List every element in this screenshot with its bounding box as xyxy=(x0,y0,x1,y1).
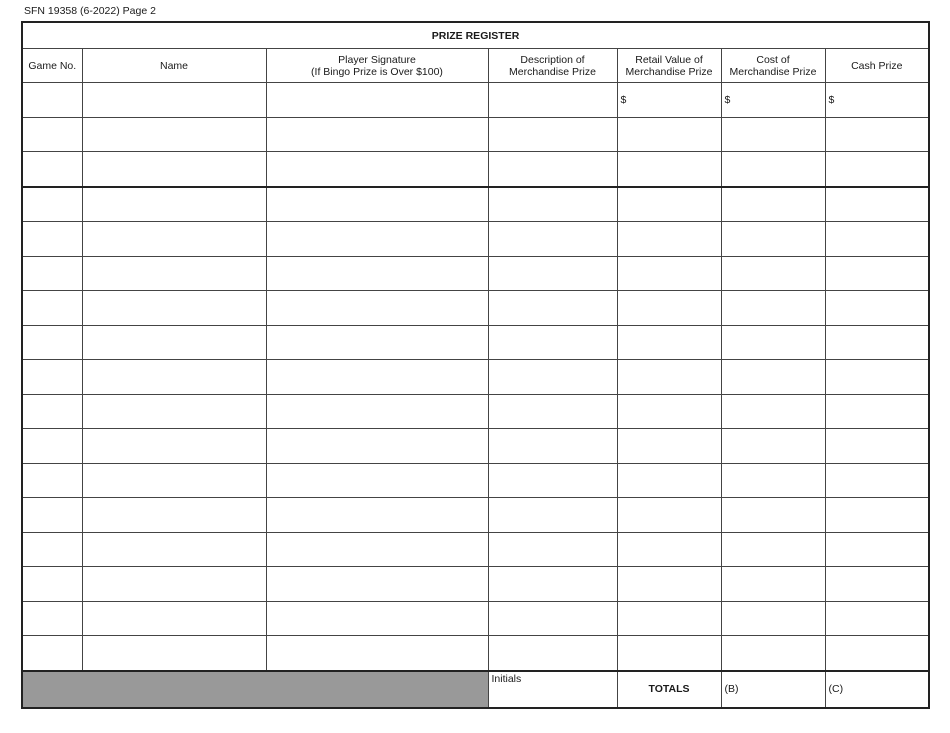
header-retail-value xyxy=(617,49,721,83)
cell-description[interactable] xyxy=(488,117,617,152)
cell-retail-value[interactable] xyxy=(617,187,721,222)
totals-row xyxy=(22,671,929,708)
cell-cash-prize[interactable] xyxy=(825,222,929,257)
cell-cash-prize[interactable] xyxy=(825,394,929,429)
cell-cash-prize[interactable] xyxy=(825,291,929,326)
cell-description[interactable] xyxy=(488,83,617,118)
cell-name[interactable] xyxy=(82,601,266,636)
cell-cash-prize[interactable] xyxy=(825,463,929,498)
cell-description[interactable] xyxy=(488,636,617,671)
cell-game-no[interactable] xyxy=(22,117,82,152)
header-game-no: Game No. xyxy=(22,49,82,83)
cell-retail-value[interactable] xyxy=(617,636,721,671)
cell-cost[interactable]: $ xyxy=(721,83,825,118)
table-row xyxy=(22,187,929,222)
cell-description[interactable] xyxy=(488,325,617,360)
table-row xyxy=(22,463,929,498)
cell-name[interactable] xyxy=(82,222,266,257)
cell-player-signature[interactable] xyxy=(266,117,488,152)
cell-cash-prize[interactable] xyxy=(825,325,929,360)
cell-description[interactable] xyxy=(488,498,617,533)
register-rows xyxy=(22,83,929,671)
table-row xyxy=(22,152,929,187)
header-signature-line1: Player Signature xyxy=(338,53,416,66)
table-row xyxy=(22,532,929,567)
cell-name[interactable] xyxy=(82,256,266,291)
header-player-signature xyxy=(266,49,488,83)
cell-player-signature[interactable] xyxy=(266,601,488,636)
cell-game-no[interactable] xyxy=(22,498,82,533)
cell-name[interactable] xyxy=(82,83,266,118)
cell-cash-prize[interactable] xyxy=(825,567,929,602)
cell-retail-value[interactable] xyxy=(617,601,721,636)
cell-player-signature[interactable] xyxy=(266,463,488,498)
cell-cash-prize[interactable] xyxy=(825,360,929,395)
cell-retail-value[interactable] xyxy=(617,256,721,291)
cell-description[interactable] xyxy=(488,291,617,326)
cell-game-no[interactable] xyxy=(22,83,82,118)
table-row xyxy=(22,360,929,395)
cell-game-no[interactable] xyxy=(22,463,82,498)
cell-game-no[interactable] xyxy=(22,222,82,257)
table-row xyxy=(22,222,929,257)
cell-retail-value[interactable]: $ xyxy=(617,83,721,118)
header-cash-prize: Cash Prize xyxy=(825,49,929,83)
cell-game-no[interactable] xyxy=(22,256,82,291)
cell-game-no[interactable] xyxy=(22,601,82,636)
header-retail-line1: Retail Value of xyxy=(635,53,703,66)
table-row xyxy=(22,291,929,326)
total-b-field[interactable]: (B) xyxy=(721,671,825,708)
cell-name[interactable] xyxy=(82,532,266,567)
table-row xyxy=(22,83,929,118)
cell-cash-prize[interactable] xyxy=(825,256,929,291)
cell-game-no[interactable] xyxy=(22,325,82,360)
table-row xyxy=(22,394,929,429)
cell-description[interactable] xyxy=(488,222,617,257)
cell-description[interactable] xyxy=(488,187,617,222)
cell-cash-prize[interactable] xyxy=(825,498,929,533)
cell-cost[interactable] xyxy=(721,256,825,291)
cell-game-no[interactable] xyxy=(22,532,82,567)
cell-name[interactable] xyxy=(82,117,266,152)
header-signature-line2: (If Bingo Prize is Over $100) xyxy=(311,65,443,78)
cell-cost[interactable] xyxy=(721,636,825,671)
cell-description[interactable] xyxy=(488,429,617,464)
cell-player-signature[interactable] xyxy=(266,83,488,118)
cell-game-no[interactable] xyxy=(22,394,82,429)
cell-player-signature[interactable] xyxy=(266,360,488,395)
cell-retail-value[interactable] xyxy=(617,532,721,567)
table-row xyxy=(22,601,929,636)
total-c-field[interactable]: (C) xyxy=(825,671,929,708)
table-row xyxy=(22,256,929,291)
cell-cash-prize[interactable] xyxy=(825,532,929,567)
cell-retail-value[interactable] xyxy=(617,291,721,326)
table-row xyxy=(22,117,929,152)
cell-player-signature[interactable] xyxy=(266,394,488,429)
cell-name[interactable] xyxy=(82,325,266,360)
cell-game-no[interactable] xyxy=(22,567,82,602)
cell-cost[interactable] xyxy=(721,187,825,222)
header-description xyxy=(488,49,617,83)
cell-game-no[interactable] xyxy=(22,152,82,187)
table-row xyxy=(22,498,929,533)
cell-player-signature[interactable] xyxy=(266,256,488,291)
cell-description[interactable] xyxy=(488,567,617,602)
cell-cost[interactable] xyxy=(721,325,825,360)
cell-cost[interactable] xyxy=(721,152,825,187)
cell-cash-prize[interactable] xyxy=(825,117,929,152)
cell-name[interactable] xyxy=(82,429,266,464)
header-retail-line2: Merchandise Prize xyxy=(625,65,713,78)
cell-player-signature[interactable] xyxy=(266,187,488,222)
cell-cost[interactable] xyxy=(721,532,825,567)
shaded-area xyxy=(22,671,488,708)
cell-cost[interactable] xyxy=(721,394,825,429)
cell-game-no[interactable] xyxy=(22,429,82,464)
cell-cash-prize[interactable] xyxy=(825,636,929,671)
cell-player-signature[interactable] xyxy=(266,567,488,602)
cell-description[interactable] xyxy=(488,360,617,395)
cell-retail-value[interactable] xyxy=(617,222,721,257)
cell-name[interactable] xyxy=(82,291,266,326)
prize-register-table xyxy=(21,21,930,709)
cell-game-no[interactable] xyxy=(22,291,82,326)
header-name: Name xyxy=(82,49,266,83)
cell-cost[interactable] xyxy=(721,429,825,464)
table-title: PRIZE REGISTER xyxy=(22,22,929,49)
cell-cost[interactable] xyxy=(721,222,825,257)
cell-player-signature[interactable] xyxy=(266,429,488,464)
cell-retail-value[interactable] xyxy=(617,325,721,360)
table-row xyxy=(22,325,929,360)
cell-description[interactable] xyxy=(488,152,617,187)
cell-player-signature[interactable] xyxy=(266,222,488,257)
cell-name[interactable] xyxy=(82,636,266,671)
cell-name[interactable] xyxy=(82,567,266,602)
cell-description[interactable] xyxy=(488,532,617,567)
cell-retail-value[interactable] xyxy=(617,429,721,464)
cell-cost[interactable] xyxy=(721,463,825,498)
cell-description[interactable] xyxy=(488,463,617,498)
cell-name[interactable] xyxy=(82,152,266,187)
cell-cost[interactable] xyxy=(721,567,825,602)
cell-retail-value[interactable] xyxy=(617,567,721,602)
header-cost-line1: Cost of xyxy=(756,53,790,66)
cell-name[interactable] xyxy=(82,360,266,395)
cell-game-no[interactable] xyxy=(22,636,82,671)
cell-game-no[interactable] xyxy=(22,360,82,395)
table-row xyxy=(22,636,929,671)
cell-cost[interactable] xyxy=(721,601,825,636)
cell-player-signature[interactable] xyxy=(266,291,488,326)
cell-player-signature[interactable] xyxy=(266,532,488,567)
cell-name[interactable] xyxy=(82,498,266,533)
cell-description[interactable] xyxy=(488,256,617,291)
table-row xyxy=(22,429,929,464)
cell-cash-prize[interactable] xyxy=(825,152,929,187)
cell-player-signature[interactable] xyxy=(266,636,488,671)
cell-cash-prize[interactable] xyxy=(825,429,929,464)
cell-cost[interactable] xyxy=(721,360,825,395)
cell-player-signature[interactable] xyxy=(266,152,488,187)
cell-cash-prize[interactable]: $ xyxy=(825,83,929,118)
header-description-line2: Merchandise Prize xyxy=(509,65,596,78)
cell-player-signature[interactable] xyxy=(266,325,488,360)
initials-field[interactable]: Initials xyxy=(488,671,617,708)
cell-retail-value[interactable] xyxy=(617,360,721,395)
cell-name[interactable] xyxy=(82,394,266,429)
totals-label: TOTALS xyxy=(617,671,721,708)
cell-name[interactable] xyxy=(82,187,266,222)
cell-cash-prize[interactable] xyxy=(825,187,929,222)
header-description-line1: Description of xyxy=(520,53,585,66)
cell-cost[interactable] xyxy=(721,117,825,152)
cell-cost[interactable] xyxy=(721,291,825,326)
header-cost xyxy=(721,49,825,83)
cell-cost[interactable] xyxy=(721,498,825,533)
cell-retail-value[interactable] xyxy=(617,117,721,152)
cell-cash-prize[interactable] xyxy=(825,601,929,636)
table-row xyxy=(22,567,929,602)
form-id: SFN 19358 (6-2022) Page 2 xyxy=(24,5,156,17)
cell-retail-value[interactable] xyxy=(617,394,721,429)
cell-retail-value[interactable] xyxy=(617,463,721,498)
cell-player-signature[interactable] xyxy=(266,498,488,533)
header-cost-line2: Merchandise Prize xyxy=(729,65,817,78)
cell-game-no[interactable] xyxy=(22,187,82,222)
cell-description[interactable] xyxy=(488,394,617,429)
cell-name[interactable] xyxy=(82,463,266,498)
cell-retail-value[interactable] xyxy=(617,152,721,187)
cell-retail-value[interactable] xyxy=(617,498,721,533)
cell-description[interactable] xyxy=(488,601,617,636)
